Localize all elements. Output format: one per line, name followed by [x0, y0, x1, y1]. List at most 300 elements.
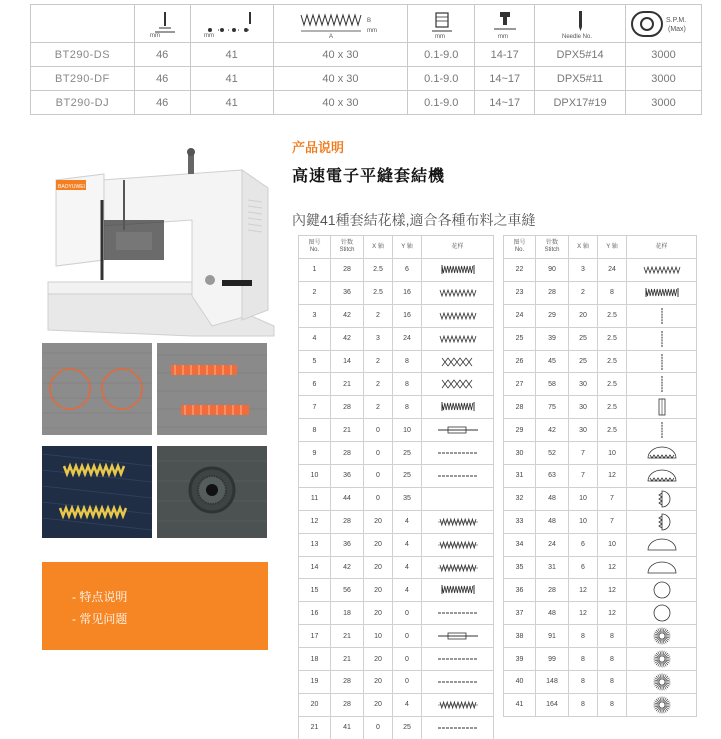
spec-cell: 14~17 — [475, 67, 535, 91]
pattern-x-size: 0 — [364, 442, 393, 465]
header-no-en-label: No. — [514, 247, 525, 253]
pattern-stitch-count: 42 — [331, 556, 364, 579]
zigzag-end-stitch-icon — [432, 536, 484, 554]
pattern-stitch-count: 28 — [331, 442, 364, 465]
spec-cell: 41 — [190, 67, 273, 91]
pattern-icon-cell — [627, 693, 697, 716]
spec-header-stitch-icon — [190, 5, 273, 43]
pattern-x-size: 2 — [364, 373, 393, 396]
spec-cell: 46 — [134, 43, 190, 67]
pattern-x-size: 20 — [364, 648, 393, 671]
pattern-stitch-count: 28 — [536, 579, 569, 602]
pattern-icon-cell — [627, 304, 697, 327]
spec-header-thickness-icon — [475, 5, 535, 43]
pattern-row — [504, 327, 697, 350]
pattern-stitch-count: 75 — [536, 396, 569, 419]
pattern-row — [299, 259, 494, 282]
pattern-y-size: 2.5 — [598, 327, 627, 350]
pattern-y-size: 12 — [598, 579, 627, 602]
pattern-row — [504, 556, 697, 579]
pattern-no: 15 — [299, 579, 331, 602]
pattern-x-size: 8 — [569, 693, 598, 716]
header-pattern: 花样 — [627, 236, 697, 259]
pattern-icon-cell — [627, 510, 697, 533]
pattern-row — [299, 350, 494, 373]
line-stitch-icon — [432, 467, 484, 485]
pattern-stitch-count: 41 — [331, 716, 364, 739]
svg-text:S.P.M.: S.P.M. — [666, 16, 687, 24]
pattern-y-size: 2.5 — [598, 350, 627, 373]
spec-row — [31, 91, 702, 115]
spec-model: BT290-DF — [31, 67, 135, 91]
spec-cell: DPX5#14 — [535, 43, 626, 67]
pattern-icon-cell — [422, 465, 494, 488]
pattern-no: 38 — [504, 625, 536, 648]
pattern-stitch-count: 18 — [331, 602, 364, 625]
spec-cell: 40 x 30 — [273, 43, 408, 67]
pattern-x-size: 7 — [569, 465, 598, 488]
pattern-header-row — [504, 236, 697, 259]
spec-cell: 14~17 — [475, 91, 535, 115]
header-stitch-label: 针数 — [545, 240, 558, 246]
pattern-stitch-count: 42 — [536, 419, 569, 442]
spec-header-needle-icon — [535, 5, 626, 43]
pattern-row — [299, 465, 494, 488]
pattern-header-row — [299, 236, 494, 259]
spec-model: BT290-DJ — [31, 91, 135, 115]
pattern-row — [504, 259, 697, 282]
pattern-no: 35 — [504, 556, 536, 579]
pattern-icon-cell — [627, 396, 697, 419]
pattern-x-size: 2.5 — [364, 281, 393, 304]
pattern-row — [299, 625, 494, 648]
pattern-icon-cell — [422, 396, 494, 419]
pattern-row — [299, 304, 494, 327]
pattern-x-size: 8 — [569, 671, 598, 694]
pattern-stitch-count: 28 — [331, 259, 364, 282]
svg-text:B: B — [367, 17, 372, 24]
pattern-icon-cell — [627, 327, 697, 350]
spec-table — [30, 4, 702, 115]
pattern-icon-cell — [422, 304, 494, 327]
pattern-y-size: 8 — [393, 350, 422, 373]
pattern-y-size: 2.5 — [598, 419, 627, 442]
pattern-y-size: 7 — [598, 510, 627, 533]
zigzag-stitch-icon — [432, 284, 484, 302]
pattern-no: 23 — [504, 281, 536, 304]
dense-bar-stitch-icon — [432, 398, 484, 416]
pattern-icon-cell — [422, 671, 494, 694]
svg-text:mm: mm — [150, 32, 161, 38]
pattern-stitch-count: 56 — [331, 579, 364, 602]
pattern-x-size: 0 — [364, 716, 393, 739]
pattern-no: 25 — [504, 327, 536, 350]
zigzag-end-stitch-icon — [432, 696, 484, 714]
pattern-row — [299, 327, 494, 350]
pattern-no: 33 — [504, 510, 536, 533]
pattern-y-size: 8 — [598, 693, 627, 716]
pattern-icon-cell — [422, 533, 494, 556]
pattern-row — [504, 671, 697, 694]
pattern-y-size: 25 — [393, 442, 422, 465]
pattern-row — [504, 396, 697, 419]
pattern-row — [504, 693, 697, 716]
spec-cell: 46 — [134, 67, 190, 91]
pattern-row — [299, 442, 494, 465]
pattern-no: 29 — [504, 419, 536, 442]
pattern-stitch-count: 164 — [536, 693, 569, 716]
pattern-row — [504, 648, 697, 671]
pattern-stitch-count: 29 — [536, 304, 569, 327]
pattern-x-size: 10 — [569, 510, 598, 533]
pattern-y-size: 2.5 — [598, 373, 627, 396]
pattern-icon-cell — [422, 693, 494, 716]
spec-cell: 0.1-9.0 — [408, 67, 475, 91]
pattern-x-size: 0 — [364, 487, 393, 510]
header-stitch — [331, 236, 364, 259]
svg-text:(Max): (Max) — [668, 25, 687, 33]
svg-text:A: A — [329, 33, 334, 39]
header-y: Y 轴 — [598, 236, 627, 259]
pattern-icon-cell — [627, 533, 697, 556]
pattern-icon-cell — [422, 487, 494, 510]
pattern-x-size: 2 — [364, 304, 393, 327]
circle-stitch-icon — [636, 581, 688, 599]
pattern-row — [299, 602, 494, 625]
pattern-x-size: 10 — [364, 625, 393, 648]
pattern-no: 8 — [299, 419, 331, 442]
spec-cell: 0.1-9.0 — [408, 91, 475, 115]
pattern-stitch-count: 48 — [536, 487, 569, 510]
pattern-x-size: 12 — [569, 602, 598, 625]
spec-cell: 3000 — [625, 67, 701, 91]
pattern-y-size: 8 — [393, 396, 422, 419]
pattern-x-size: 20 — [569, 304, 598, 327]
product-title: 高速電子平縫套結機 — [292, 168, 446, 185]
zigzag-stitch-icon — [432, 307, 484, 325]
pattern-stitch-count: 21 — [331, 419, 364, 442]
vline-stitch-icon — [636, 421, 688, 439]
pattern-x-size: 0 — [364, 465, 393, 488]
pattern-no: 6 — [299, 373, 331, 396]
header-no-en-label: No. — [309, 247, 320, 253]
pattern-y-size: 8 — [598, 625, 627, 648]
pattern-no: 26 — [504, 350, 536, 373]
cross-stitch-icon — [432, 353, 484, 371]
pattern-icon-cell — [422, 510, 494, 533]
cross-stitch-icon — [432, 375, 484, 393]
pattern-icon-cell — [627, 602, 697, 625]
pattern-x-size: 6 — [569, 556, 598, 579]
pattern-y-size: 8 — [598, 281, 627, 304]
pattern-row — [504, 510, 697, 533]
pattern-no: 30 — [504, 442, 536, 465]
pattern-icon-cell — [422, 373, 494, 396]
header-x: X 轴 — [364, 236, 393, 259]
pattern-no: 22 — [504, 259, 536, 282]
vline-stitch-icon — [636, 375, 688, 393]
pattern-row — [299, 648, 494, 671]
pattern-stitch-count: 31 — [536, 556, 569, 579]
pattern-x-size: 20 — [364, 533, 393, 556]
header-no-label: 图号 — [308, 240, 321, 246]
line-bar-stitch-icon — [432, 421, 484, 439]
spec-cell: DPX17#19 — [535, 91, 626, 115]
line-stitch-icon — [432, 604, 484, 622]
pattern-no: 20 — [299, 693, 331, 716]
pattern-row — [504, 350, 697, 373]
pattern-stitch-count: 24 — [536, 533, 569, 556]
svg-text:mm: mm — [435, 33, 446, 39]
pattern-row — [299, 556, 494, 579]
vline-stitch-icon — [636, 330, 688, 348]
pattern-no: 10 — [299, 465, 331, 488]
line-stitch-icon — [432, 650, 484, 668]
half-zig-stitch-icon — [636, 444, 688, 462]
pattern-x-size: 30 — [569, 373, 598, 396]
half-stitch-icon — [636, 559, 688, 577]
pattern-y-size: 4 — [393, 510, 422, 533]
pattern-stitch-count: 90 — [536, 259, 569, 282]
header-x: X 轴 — [569, 236, 598, 259]
pattern-no: 9 — [299, 442, 331, 465]
pattern-no: 39 — [504, 648, 536, 671]
pattern-no: 11 — [299, 487, 331, 510]
pattern-x-size: 20 — [364, 579, 393, 602]
sun-stitch-icon — [636, 673, 688, 691]
zigzag-stitch-icon — [432, 330, 484, 348]
pattern-icon-cell — [422, 419, 494, 442]
pattern-stitch-count: 58 — [536, 373, 569, 396]
pattern-icon-cell — [422, 281, 494, 304]
zigzag-end-stitch-icon — [432, 513, 484, 531]
pattern-row — [504, 625, 697, 648]
pattern-y-size: 0 — [393, 625, 422, 648]
pattern-no: 37 — [504, 602, 536, 625]
pattern-y-size: 0 — [393, 648, 422, 671]
pattern-icon-cell — [627, 442, 697, 465]
pattern-x-size: 0 — [364, 419, 393, 442]
pattern-x-size: 8 — [569, 648, 598, 671]
pattern-x-size: 12 — [569, 579, 598, 602]
spec-header-model — [31, 5, 135, 43]
pattern-stitch-count: 52 — [536, 442, 569, 465]
pattern-row — [504, 465, 697, 488]
vline-stitch-icon — [636, 353, 688, 371]
pattern-stitch-count: 36 — [331, 281, 364, 304]
spec-cell: DPX5#11 — [535, 67, 626, 91]
pattern-row — [299, 533, 494, 556]
spec-header-needle-bar-icon — [134, 5, 190, 43]
pattern-stitch-count: 28 — [331, 510, 364, 533]
pattern-y-size: 4 — [393, 579, 422, 602]
pattern-stitch-count: 99 — [536, 648, 569, 671]
svg-text:mm: mm — [203, 32, 214, 38]
pattern-no: 40 — [504, 671, 536, 694]
pattern-row — [299, 419, 494, 442]
spec-cell: 0.1-9.0 — [408, 43, 475, 67]
pattern-icon-cell — [422, 556, 494, 579]
sample-photo-bartacks — [157, 343, 267, 435]
pattern-row — [299, 510, 494, 533]
sample-photo-circles — [42, 343, 152, 435]
spec-header-bartack-size-icon — [273, 5, 408, 43]
pattern-icon-cell — [627, 281, 697, 304]
pattern-stitch-count: 21 — [331, 625, 364, 648]
product-section-label: 产品说明 — [292, 140, 345, 155]
pattern-icon-cell — [422, 625, 494, 648]
pattern-row — [504, 373, 697, 396]
dense-bar-stitch-icon — [432, 581, 484, 599]
pattern-no: 19 — [299, 671, 331, 694]
pattern-icon-cell — [422, 259, 494, 282]
pattern-x-size: 3 — [364, 327, 393, 350]
header-pattern: 花样 — [422, 236, 494, 259]
pattern-stitch-count: 36 — [331, 465, 364, 488]
faq-link[interactable]: - 常见问题 — [72, 612, 128, 626]
pattern-y-size: 12 — [598, 556, 627, 579]
pattern-y-size: 0 — [393, 671, 422, 694]
pattern-row — [299, 487, 494, 510]
pattern-no: 31 — [504, 465, 536, 488]
pattern-icon-cell — [627, 350, 697, 373]
pattern-y-size: 2.5 — [598, 304, 627, 327]
pattern-no: 7 — [299, 396, 331, 419]
svg-text:Needle No.: Needle No. — [562, 33, 593, 39]
pattern-icon-cell — [627, 671, 697, 694]
pattern-x-size: 6 — [569, 533, 598, 556]
spec-row — [31, 43, 702, 67]
pattern-y-size: 4 — [393, 533, 422, 556]
zigzag-end-stitch-icon — [432, 559, 484, 577]
pattern-no: 16 — [299, 602, 331, 625]
spec-cell: 3000 — [625, 43, 701, 67]
pattern-icon-cell — [422, 327, 494, 350]
pattern-y-size: 4 — [393, 693, 422, 716]
pattern-y-size: 16 — [393, 281, 422, 304]
line-stitch-icon — [432, 444, 484, 462]
header-no-label: 图号 — [513, 240, 526, 246]
pattern-stitch-count: 21 — [331, 648, 364, 671]
pattern-icon-cell — [627, 625, 697, 648]
pattern-row — [504, 281, 697, 304]
spec-cell: 41 — [190, 91, 273, 115]
pattern-icon-cell — [422, 602, 494, 625]
pattern-no: 24 — [504, 304, 536, 327]
header-stitch-label: 针数 — [340, 240, 353, 246]
header-y: Y 轴 — [393, 236, 422, 259]
spec-cell: 40 x 30 — [273, 67, 408, 91]
pattern-no: 41 — [504, 693, 536, 716]
svg-text:mm: mm — [367, 27, 378, 34]
pattern-stitch-count: 42 — [331, 304, 364, 327]
pattern-no: 34 — [504, 533, 536, 556]
pattern-y-size: 24 — [393, 327, 422, 350]
pattern-x-size: 10 — [569, 487, 598, 510]
pattern-stitch-count: 28 — [331, 693, 364, 716]
spec-model: BT290-DS — [31, 43, 135, 67]
pattern-row — [299, 281, 494, 304]
pattern-icon-cell — [627, 579, 697, 602]
pattern-y-size: 10 — [598, 442, 627, 465]
pattern-stitch-count: 148 — [536, 671, 569, 694]
pattern-y-size: 12 — [598, 465, 627, 488]
line-stitch-icon — [432, 719, 484, 737]
pattern-y-size: 25 — [393, 465, 422, 488]
vline-stitch-icon — [636, 307, 688, 325]
header-stitch-en-label: Stitch — [544, 247, 560, 253]
line-bar-stitch-icon — [432, 627, 484, 645]
pattern-x-size: 25 — [569, 327, 598, 350]
pattern-row — [299, 671, 494, 694]
spec-cell: 46 — [134, 91, 190, 115]
pattern-no: 13 — [299, 533, 331, 556]
line-stitch-icon — [432, 673, 484, 691]
pattern-no: 1 — [299, 259, 331, 282]
pattern-no: 12 — [299, 510, 331, 533]
sun-stitch-icon — [636, 627, 688, 645]
pattern-stitch-count: 45 — [536, 350, 569, 373]
pattern-stitch-count: 91 — [536, 625, 569, 648]
pattern-stitch-count: 42 — [331, 327, 364, 350]
pattern-x-size: 2 — [569, 281, 598, 304]
product-subtitle: 內鍵41種套結花樣,適合各種布料之車縫 — [292, 212, 536, 228]
pattern-y-size: 8 — [393, 373, 422, 396]
pattern-row — [299, 373, 494, 396]
pattern-table-left — [298, 235, 494, 739]
spec-header-spm-icon — [625, 5, 701, 43]
pattern-icon-cell — [422, 648, 494, 671]
pattern-stitch-count: 28 — [536, 281, 569, 304]
pattern-no: 14 — [299, 556, 331, 579]
pattern-x-size: 20 — [364, 602, 393, 625]
dense-bar-stitch-icon — [636, 284, 688, 302]
spec-header-row — [31, 5, 702, 43]
info-links-box — [42, 562, 268, 650]
pattern-icon-cell — [422, 442, 494, 465]
pattern-y-size: 12 — [598, 602, 627, 625]
pattern-icon-cell — [627, 419, 697, 442]
pattern-row — [504, 304, 697, 327]
spec-cell: 3000 — [625, 91, 701, 115]
pattern-stitch-count: 48 — [536, 510, 569, 533]
pattern-y-size: 10 — [393, 419, 422, 442]
pattern-row — [504, 579, 697, 602]
sewing-machine-image — [42, 140, 278, 338]
sample-photo-denim-zigzag — [42, 446, 152, 538]
pattern-x-size: 30 — [569, 419, 598, 442]
pattern-x-size: 25 — [569, 350, 598, 373]
pattern-table-right — [503, 235, 697, 717]
pattern-row — [504, 602, 697, 625]
sample-photo-eyelet — [157, 446, 267, 538]
pattern-icon-cell — [627, 487, 697, 510]
pattern-x-size: 2.5 — [364, 259, 393, 282]
half-stitch-icon — [636, 536, 688, 554]
header-stitch — [536, 236, 569, 259]
pattern-y-size: 10 — [598, 533, 627, 556]
pattern-y-size: 0 — [393, 602, 422, 625]
half-zig-stitch-icon — [636, 467, 688, 485]
pattern-no: 21 — [299, 716, 331, 739]
pattern-x-size: 20 — [364, 671, 393, 694]
zigzag-stitch-icon — [636, 261, 688, 279]
features-link[interactable]: - 特点说明 — [72, 590, 128, 604]
pattern-x-size: 30 — [569, 396, 598, 419]
pattern-y-size: 4 — [393, 556, 422, 579]
pattern-icon-cell — [627, 373, 697, 396]
header-no — [504, 236, 536, 259]
